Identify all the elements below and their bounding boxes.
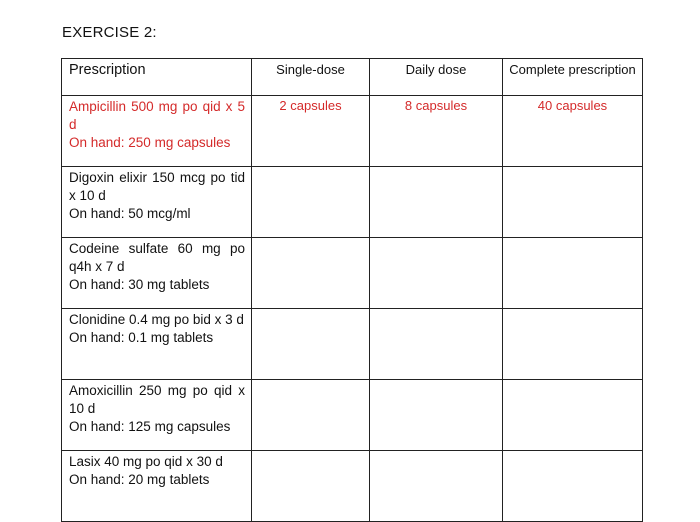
table-row [62,238,643,309]
prescription-cell [62,167,252,238]
single-dose-cell[interactable] [252,451,370,522]
header-daily-dose: Daily dose [370,59,503,96]
prescription-order: Lasix 40 mg po qid x 30 d [69,454,223,469]
on-hand-text: On hand: 125 mg capsules [69,419,231,434]
prescription-cell [62,451,252,522]
complete-prescription-cell[interactable] [503,309,643,380]
table-header-row [62,59,643,96]
header-complete-prescription: Complete prescription [503,59,643,96]
header-prescription: Prescription [62,59,252,96]
complete-prescription-cell[interactable] [503,167,643,238]
on-hand-text: On hand: 20 mg tablets [69,472,210,487]
prescription-order: Ampicillin 500 mg po qid x 5 d [69,99,245,132]
daily-dose-cell[interactable] [370,238,503,309]
complete-prescription-cell[interactable] [503,238,643,309]
prescription-cell [62,309,252,380]
prescription-order: Digoxin elixir 150 mcg po tid x 10 d [69,170,245,203]
daily-dose-cell[interactable]: 8 capsules [370,96,503,167]
prescription-order: Amoxicillin 250 mg po qid x 10 d [69,383,245,416]
prescription-cell [62,380,252,451]
on-hand-text: On hand: 50 mcg/ml [69,206,191,221]
on-hand-text: On hand: 30 mg tablets [69,277,210,292]
single-dose-cell[interactable] [252,238,370,309]
daily-dose-cell[interactable] [370,451,503,522]
on-hand-text: On hand: 250 mg capsules [69,135,231,150]
table-row [62,309,643,380]
prescription-order: Clonidine 0.4 mg po bid x 3 d [69,312,244,327]
prescription-cell [62,96,252,167]
complete-prescription-cell[interactable] [503,451,643,522]
single-dose-cell[interactable] [252,309,370,380]
header-single-dose: Single-dose [252,59,370,96]
exercise-title: EXERCISE 2: [62,24,157,41]
table-row [62,380,643,451]
prescription-order: Codeine sulfate 60 mg po q4h x 7 d [69,241,245,274]
daily-dose-cell[interactable] [370,380,503,451]
daily-dose-cell[interactable] [370,309,503,380]
single-dose-cell[interactable] [252,380,370,451]
single-dose-cell[interactable] [252,167,370,238]
daily-dose-cell[interactable] [370,167,503,238]
on-hand-text: On hand: 0.1 mg tablets [69,330,214,345]
complete-prescription-cell[interactable]: 40 capsules [503,96,643,167]
prescription-table [61,58,643,522]
table-row [62,167,643,238]
table-row [62,96,643,167]
single-dose-cell[interactable]: 2 capsules [252,96,370,167]
prescription-cell [62,238,252,309]
table-row [62,451,643,522]
complete-prescription-cell[interactable] [503,380,643,451]
